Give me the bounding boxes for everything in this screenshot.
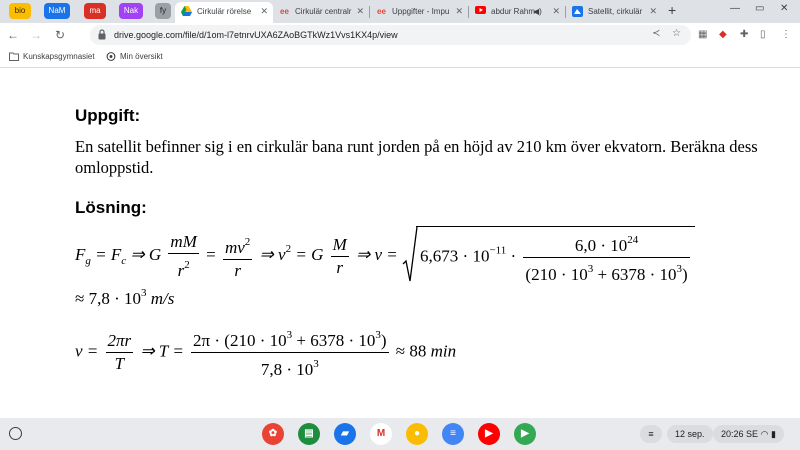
- tab-abdur-rahm[interactable]: [469, 2, 565, 23]
- forward-icon[interactable]: →: [30, 28, 42, 42]
- youtube-icon: [475, 6, 486, 17]
- math-text: = G: [291, 244, 324, 264]
- tab-title: Uppgifter - Impu: [392, 7, 450, 16]
- exponent: −11: [489, 244, 507, 257]
- equation-period: [75, 324, 456, 381]
- close-tab-icon[interactable]: ✕: [649, 6, 657, 16]
- tab-satellit[interactable]: [566, 2, 662, 23]
- exponent: 3: [141, 287, 147, 299]
- math-text: = F: [90, 244, 122, 264]
- extensions-puzzle-icon[interactable]: ✚: [740, 29, 749, 40]
- tab-uppgifter-impuls[interactable]: [370, 2, 468, 23]
- exponent: 3: [587, 263, 594, 275]
- math-subscript: c: [121, 254, 127, 267]
- ee-icon: ee: [377, 7, 386, 16]
- math-text: ): [380, 331, 387, 350]
- battery-icon: ▮: [770, 429, 776, 439]
- exponent: 24: [627, 234, 639, 246]
- tab-strip: [0, 0, 800, 23]
- speaker-icon[interactable]: ◀): [533, 7, 542, 16]
- pinned-tab-nam[interactable]: NaM: [44, 3, 70, 19]
- square-root: [402, 226, 695, 286]
- fraction-denominator: r: [234, 260, 241, 280]
- fraction-denominator: + 6378 · 10: [593, 265, 677, 284]
- exponent: 2: [285, 242, 292, 255]
- exponent: 3: [676, 263, 682, 275]
- math-text: ⇒ G: [126, 244, 162, 264]
- fraction-numerator: 2πr: [106, 330, 134, 353]
- fraction-numerator: mM: [168, 231, 198, 254]
- site-icon: [572, 6, 583, 17]
- fraction-2pir-T: [106, 330, 134, 375]
- google-drive-icon: [181, 6, 192, 17]
- fraction-M-r: [331, 234, 349, 279]
- bookmark-star-icon[interactable]: ☆: [672, 28, 681, 39]
- tab-cirkular-rorelse[interactable]: [175, 2, 273, 23]
- pinned-tab-nak[interactable]: Nak: [119, 3, 143, 19]
- reload-icon[interactable]: ↻: [54, 28, 66, 42]
- math-text: v =: [75, 341, 103, 361]
- play-store-app-icon[interactable]: ▶: [514, 423, 536, 445]
- date-tray[interactable]: [667, 425, 713, 443]
- exponent: 3: [286, 329, 293, 341]
- fraction-denominator: T: [114, 354, 125, 373]
- fraction-numerator: 6,0 · 10: [574, 236, 628, 255]
- tab-title: Cirkulär centralr: [295, 7, 352, 16]
- unit-text: m/s: [146, 289, 175, 308]
- wifi-icon: ◠: [760, 429, 769, 439]
- classroom-app-icon[interactable]: ▤: [298, 423, 320, 445]
- radical-sign: [402, 226, 418, 284]
- unit-text: min: [430, 341, 457, 361]
- gmail-app-icon[interactable]: M: [370, 423, 392, 445]
- ublock-icon[interactable]: ◆: [719, 29, 727, 40]
- math-text: ⇒ T =: [140, 341, 189, 361]
- close-tab-icon[interactable]: ✕: [455, 6, 463, 16]
- tab-title: abdur Rahm: [491, 7, 536, 16]
- palette-app-icon[interactable]: ✿: [262, 423, 284, 445]
- close-window-icon[interactable]: ✕: [780, 3, 789, 14]
- os-shelf: [0, 418, 800, 450]
- fraction-mv2-r: [223, 231, 252, 282]
- tab-title: Satellit, cirkulär: [588, 7, 643, 16]
- folder-icon: [9, 52, 19, 61]
- files-app-icon[interactable]: ▰: [334, 423, 356, 445]
- launcher-icon[interactable]: [9, 427, 22, 440]
- exponent: 3: [375, 329, 381, 341]
- fraction-numerator: 2π · (210 · 10: [193, 331, 287, 350]
- math-text: ≈ 88: [395, 341, 431, 361]
- fraction-mM-r2: [168, 231, 198, 282]
- bookmark-label: Min översikt: [120, 52, 163, 61]
- exponent: 3: [313, 358, 319, 370]
- minimize-icon[interactable]: —: [730, 3, 740, 14]
- math-text: 6,673 · 10: [420, 246, 490, 266]
- math-text: ): [682, 265, 688, 284]
- bookmark-label: Kunskapsgymnasiet: [23, 52, 95, 61]
- task-text: En satellit befinner sig i en cirkulär bana runt jorden på en höjd av 210 km över ekvatorn. Beräkna dess omloppstid.: [75, 137, 758, 177]
- fraction-circumference-velocity: [191, 324, 389, 381]
- pinned-tab-bio[interactable]: bio: [9, 3, 31, 19]
- math-text: =: [206, 244, 220, 264]
- date-text: 12 sep.: [675, 429, 705, 439]
- tab-cirkular-centralr[interactable]: [273, 2, 369, 23]
- locale-text: SE: [746, 429, 759, 439]
- new-tab-icon[interactable]: +: [668, 2, 677, 18]
- math-text: ⇒ v =: [356, 244, 403, 264]
- address-bar[interactable]: [90, 25, 691, 45]
- lock-icon: [98, 29, 106, 40]
- side-panel-icon[interactable]: ▯: [760, 29, 766, 40]
- docs-app-icon[interactable]: ≡: [442, 423, 464, 445]
- fraction-numerator: M: [331, 234, 349, 257]
- tab-title: Cirkulär rörelse: [197, 7, 252, 16]
- clock-text: 20:26: [721, 429, 744, 439]
- toolbar: [0, 23, 800, 47]
- exponent: 2: [184, 258, 190, 271]
- equation-velocity-result: [75, 287, 174, 309]
- equation-forces: [75, 226, 695, 286]
- fraction-numerator: + 6378 · 10: [292, 331, 376, 350]
- url-text[interactable]: drive.google.com/file/d/1om-l7etnrvUXA6ZAoBGTkWz1Vvs1KX4p/view: [114, 30, 398, 40]
- document-viewer[interactable]: [0, 68, 800, 418]
- math-text: ≈ 7,8 · 10: [75, 289, 141, 308]
- math-text: F: [75, 244, 86, 264]
- extension-icon[interactable]: ▦: [698, 29, 708, 40]
- math-subscript: g: [85, 254, 91, 267]
- task-heading: Uppgift:: [75, 106, 141, 125]
- site-icon: [106, 52, 116, 61]
- bookmark-kunskapsgymnasiet[interactable]: [9, 51, 95, 63]
- back-icon[interactable]: ←: [7, 28, 19, 42]
- solution-heading: Lösning:: [75, 198, 147, 217]
- math-text: ⇒ v: [259, 244, 286, 264]
- fraction-denominator: 7,8 · 10: [260, 360, 314, 379]
- fraction-denominator: (210 · 10: [525, 265, 588, 284]
- fraction-denominator: r: [177, 260, 185, 280]
- maximize-icon[interactable]: ▭: [755, 3, 765, 14]
- math-text: ·: [506, 246, 521, 266]
- chrome-app-icon[interactable]: ●: [406, 423, 428, 445]
- clipboard-icon[interactable]: ≡: [640, 425, 662, 443]
- close-tab-icon[interactable]: ✕: [356, 6, 364, 16]
- close-tab-icon[interactable]: ✕: [552, 6, 560, 16]
- fraction-denominator: r: [336, 257, 343, 277]
- pinned-tab-fy[interactable]: fy: [155, 3, 171, 19]
- ee-icon: ee: [280, 7, 289, 16]
- bookmarks-bar: [0, 47, 800, 68]
- fraction-mass-radius: [523, 229, 689, 286]
- youtube-app-icon[interactable]: ▶: [478, 423, 500, 445]
- radicand: [416, 226, 695, 286]
- close-tab-icon[interactable]: ✕: [260, 6, 268, 16]
- status-tray[interactable]: [713, 425, 784, 443]
- exponent: 2: [244, 235, 251, 248]
- pinned-tab-ma[interactable]: ma: [84, 3, 106, 19]
- menu-icon[interactable]: ⋮: [781, 29, 791, 40]
- share-icon[interactable]: ≺: [652, 28, 661, 39]
- fraction-numerator: mv: [224, 237, 245, 257]
- bookmark-min-oversikt[interactable]: [106, 51, 163, 63]
